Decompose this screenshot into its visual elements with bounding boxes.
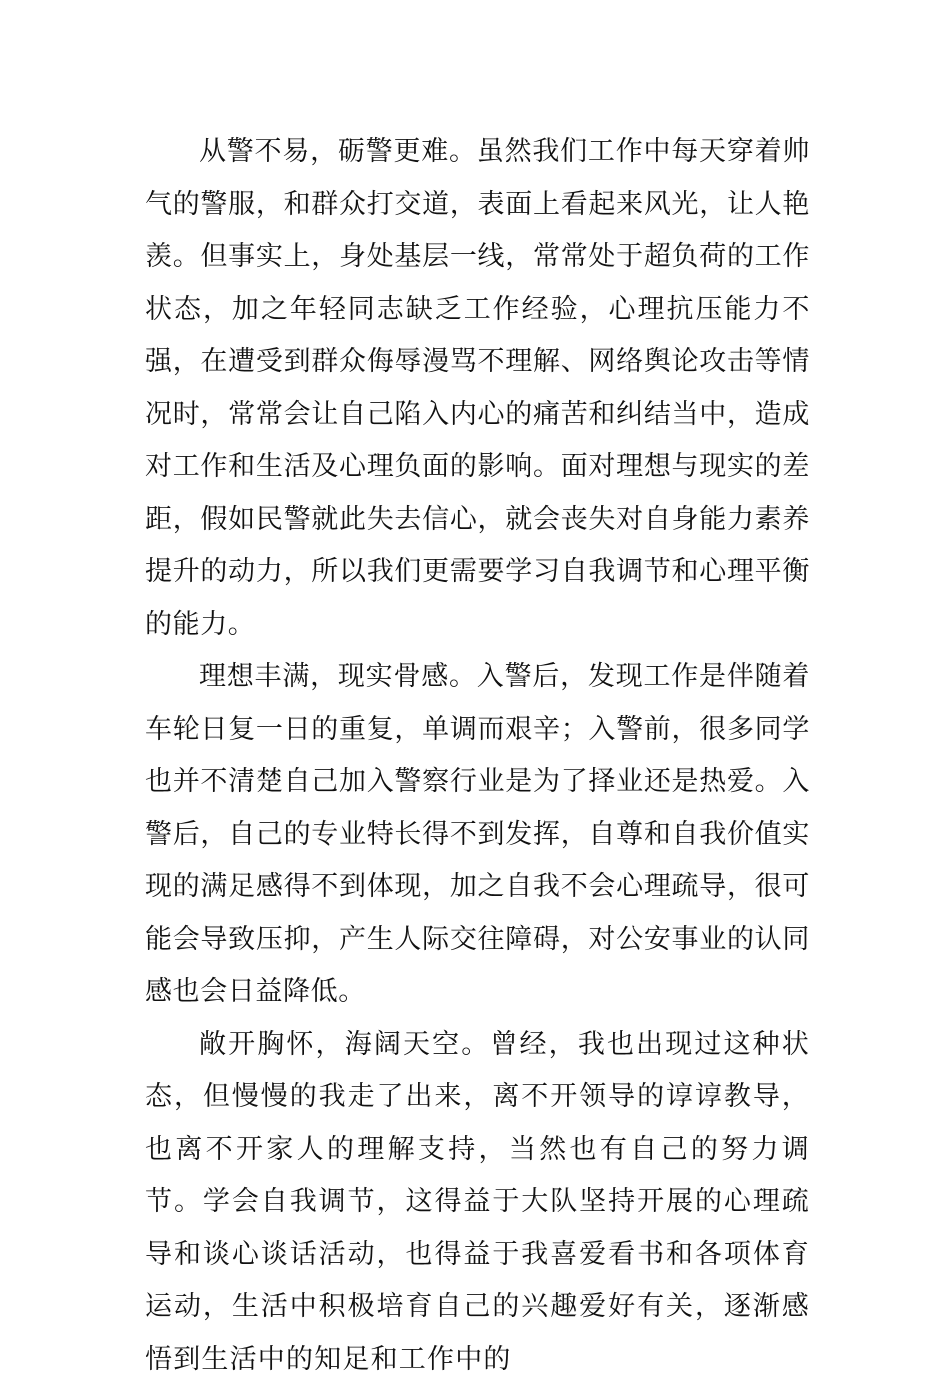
document-body [145, 126, 810, 1386]
paragraph: 理想丰满，现实骨感。入警后，发现工作是伴随着车轮日复一日的重复，单调而艰辛；入警前，很多同学也并不清楚自己加入警察行业是为了择业还是热爱。入警后，自己的专业特长得不到发挥，自尊和自我价值实现的满足感得不到体现，加之自我不会心理疏导，很可能会导致压抑，产生人际交往障碍，对公安事业的认同感也会日益降低。 [145, 651, 810, 1019]
paragraph: 从警不易，砺警更难。虽然我们工作中每天穿着帅气的警服，和群众打交道，表面上看起来风光，让人艳羡。但事实上，身处基层一线，常常处于超负荷的工作状态，加之年轻同志缺乏工作经验，心理抗压能力不强，在遭受到群众侮辱漫骂不理解、网络舆论攻击等情况时，常常会让自己陷入内心的痛苦和纠结当中，造成对工作和生活及心理负面的影响。面对理想与现实的差距，假如民警就此失去信心，就会丧失对自身能力素养提升的动力，所以我们更需要学习自我调节和心理平衡的能力。 [145, 126, 810, 651]
paragraph: 敞开胸怀，海阔天空。曾经，我也出现过这种状态，但慢慢的我走了出来，离不开领导的谆谆教导，也离不开家人的理解支持，当然也有自己的努力调节。学会自我调节，这得益于大队坚持开展的心理疏导和谈心谈话活动，也得益于我喜爱看书和各项体育运动，生活中积极培育自己的兴趣爱好有关，逐渐感悟到生活中的知足和工作中的 [145, 1019, 810, 1386]
